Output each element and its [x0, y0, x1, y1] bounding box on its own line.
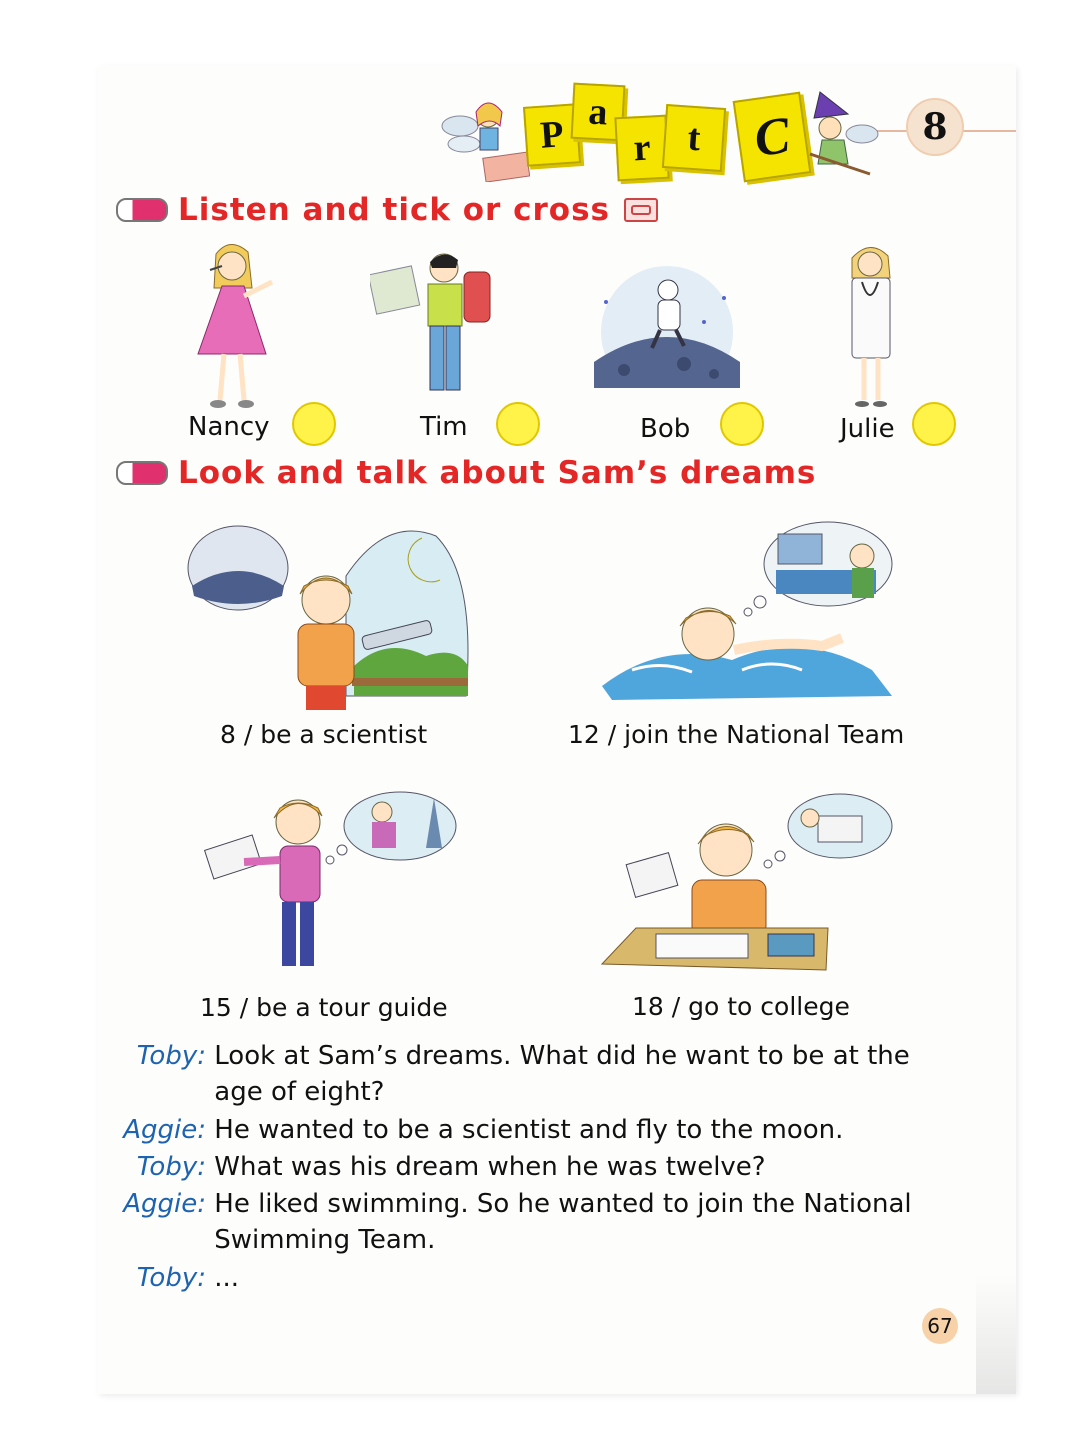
tim-tour-guide-illustration — [370, 248, 496, 400]
part-letter-block: r — [614, 115, 669, 182]
answer-circle-nancy[interactable] — [292, 402, 336, 446]
dialogue-text: Look at Sam’s dreams. What did he want to be at the age of eight? — [214, 1041, 910, 1107]
dialogue-line — [108, 1260, 968, 1296]
part-letter-block-c: C — [733, 92, 812, 183]
caption-scientist: 8 / be a scientist — [220, 720, 428, 749]
sam-college-study-illustration — [596, 790, 896, 976]
part-letter-block: a — [571, 83, 626, 142]
dialogue-line — [108, 1149, 968, 1185]
sam-tour-guide-illustration — [200, 790, 462, 980]
dialogue-line — [108, 1112, 968, 1148]
cassette-tape-icon — [624, 198, 658, 222]
witch-right-illustration — [800, 84, 884, 180]
speaker-label: Aggie: — [123, 1189, 206, 1219]
speaker-label: Toby: — [136, 1263, 206, 1293]
page-number: 67 — [922, 1308, 958, 1344]
nancy-singer-illustration — [186, 236, 286, 412]
dialogue-text: ... — [214, 1263, 240, 1293]
sam-swimmer-illustration — [602, 520, 894, 704]
part-letter-block: t — [662, 104, 726, 172]
speaker-label: Toby: — [136, 1152, 206, 1182]
dialogue-text: What was his dream when he was twelve? — [214, 1152, 766, 1182]
child-name-julie: Julie — [840, 414, 895, 444]
answer-circle-julie[interactable] — [912, 402, 956, 446]
dialogue-line — [108, 1038, 968, 1110]
caption-tour-guide: 15 / be a tour guide — [200, 993, 448, 1022]
fairy-left-illustration — [440, 86, 530, 182]
julie-doctor-illustration — [842, 238, 902, 410]
pill-icon — [116, 461, 168, 485]
speaker-label: Toby: — [136, 1041, 206, 1071]
unit-number-badge: 8 — [906, 98, 964, 156]
answer-circle-tim[interactable] — [496, 402, 540, 446]
dialogue-line — [108, 1186, 968, 1258]
caption-college: 18 / go to college — [632, 992, 850, 1021]
child-name-nancy: Nancy — [188, 412, 270, 442]
child-name-bob: Bob — [640, 414, 691, 444]
child-name-tim: Tim — [420, 412, 468, 442]
dialogue-text: He liked swimming. So he wanted to join the National Swimming Team. — [214, 1189, 912, 1255]
speaker-label: Aggie: — [123, 1115, 206, 1145]
section-look-heading — [116, 455, 816, 491]
answer-circle-bob[interactable] — [720, 402, 764, 446]
section-listen-heading — [116, 192, 658, 228]
section-title: Look and talk about Sam’s dreams — [178, 455, 817, 491]
pill-icon — [116, 198, 168, 222]
caption-national-team: 12 / join the National Team — [568, 720, 905, 749]
sam-scientist-illustration — [186, 516, 470, 712]
dialogue-text: He wanted to be a scientist and fly to the moon. — [214, 1115, 844, 1145]
bob-astronaut-illustration — [584, 262, 750, 388]
part-letter-block: P — [523, 103, 581, 167]
section-title: Listen and tick or cross — [178, 192, 610, 228]
